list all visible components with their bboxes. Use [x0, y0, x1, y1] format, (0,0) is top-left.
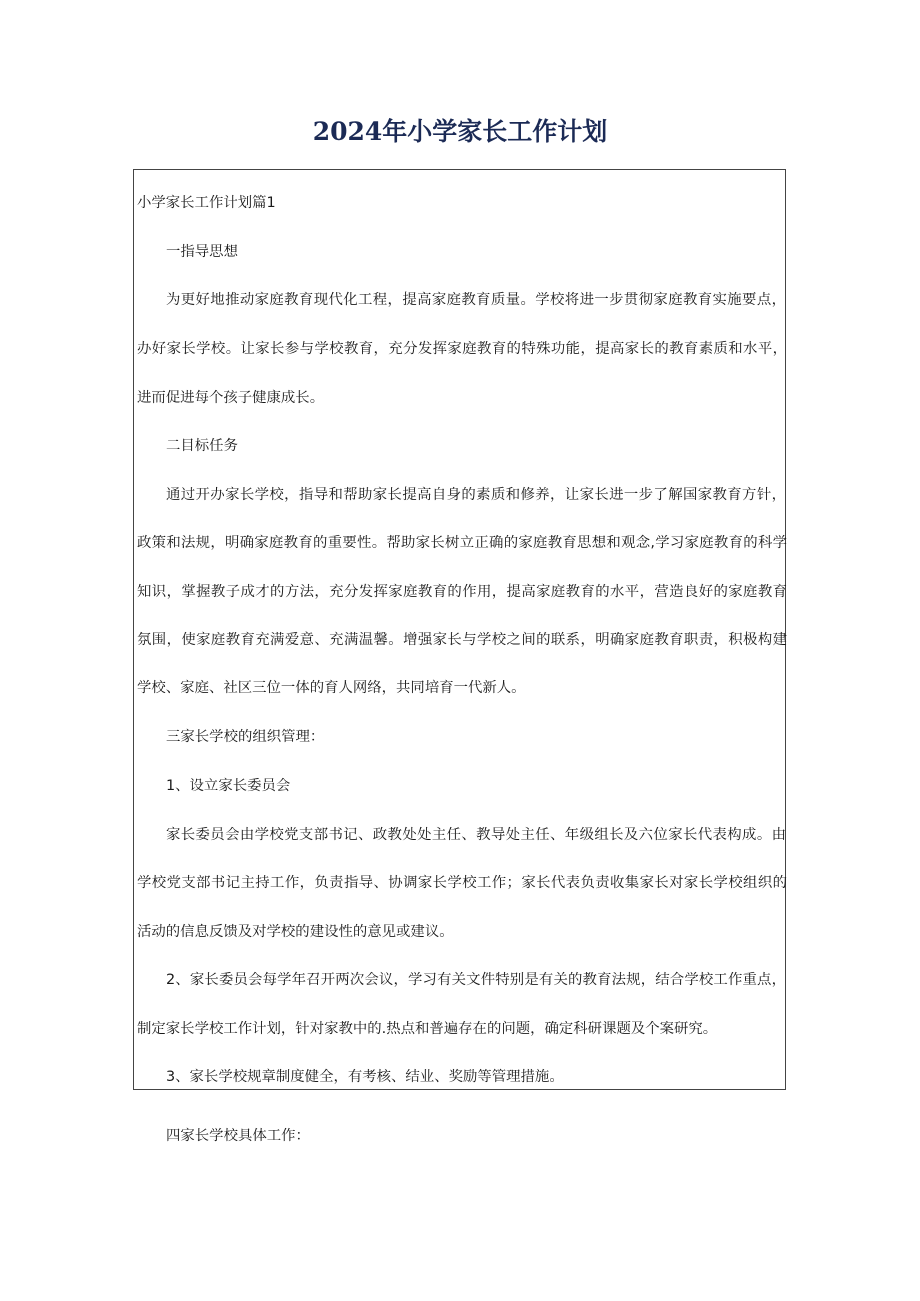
paragraph-line: 政策和法规，明确家庭教育的重要性。帮助家长树立正确的家庭教育思想和观念,学习家庭教育的科学 — [137, 535, 787, 551]
document-title: 2024年小学家长工作计划 — [312, 117, 608, 146]
heading-specific-work: 四家长学校具体工作： — [166, 1128, 310, 1144]
paragraph-line: 活动的信息反馈及对学校的建设性的意见或建议。 — [137, 924, 454, 940]
paragraph-line: 为更好地推动家庭教育现代化工程，提高家庭教育质量。学校将进一步贯彻家庭教育实施要点， — [166, 292, 786, 308]
paragraph-line: 进而促进每个孩子健康成长。 — [137, 390, 325, 406]
list-item-heading: 1、设立家长委员会 — [166, 778, 291, 794]
list-item-line: 2、家长委员会每学年召开两次会议，学习有关文件特别是有关的教育法规，结合学校工作重点， — [166, 972, 786, 988]
paragraph-line: 制定家长学校工作计划，针对家教中的.热点和普遍存在的问题，确定科研课题及个案研究。 — [137, 1021, 718, 1037]
paragraph-line: 氛围，使家庭教育充满爱意、充满温馨。增强家长与学校之间的联系，明确家庭教育职责，积极构建 — [137, 632, 787, 648]
paragraph-line: 通过开办家长学校，指导和帮助家长提高自身的素质和修养，让家长进一步了解国家教育方针， — [166, 487, 786, 503]
paragraph-line: 学校党支部书记主持工作，负责指导、协调家长学校工作；家长代表负责收集家长对家长学校组织的 — [137, 875, 787, 891]
paragraph-line: 办好家长学校。让家长参与学校教育，充分发挥家庭教育的特殊功能，提高家长的教育素质和水平， — [137, 341, 787, 357]
heading-guiding-ideology: 一指导思想 — [166, 244, 238, 260]
paragraph-line: 学校、家庭、社区三位一体的育人网络，共同培育一代新人。 — [137, 680, 526, 696]
section-heading: 小学家长工作计划篇1 — [137, 195, 276, 211]
list-item-line: 3、家长学校规章制度健全，有考核、结业、奖励等管理措施。 — [166, 1069, 564, 1085]
heading-goals-tasks: 二目标任务 — [166, 438, 238, 454]
heading-organization: 三家长学校的组织管理： — [166, 729, 325, 745]
paragraph-line: 家长委员会由学校党支部书记、政教处处主任、教导处主任、年级组长及六位家长代表构成。由 — [166, 827, 786, 843]
paragraph-line: 知识，掌握教子成才的方法，充分发挥家庭教育的作用，提高家庭教育的水平，营造良好的家庭教育 — [137, 584, 787, 600]
